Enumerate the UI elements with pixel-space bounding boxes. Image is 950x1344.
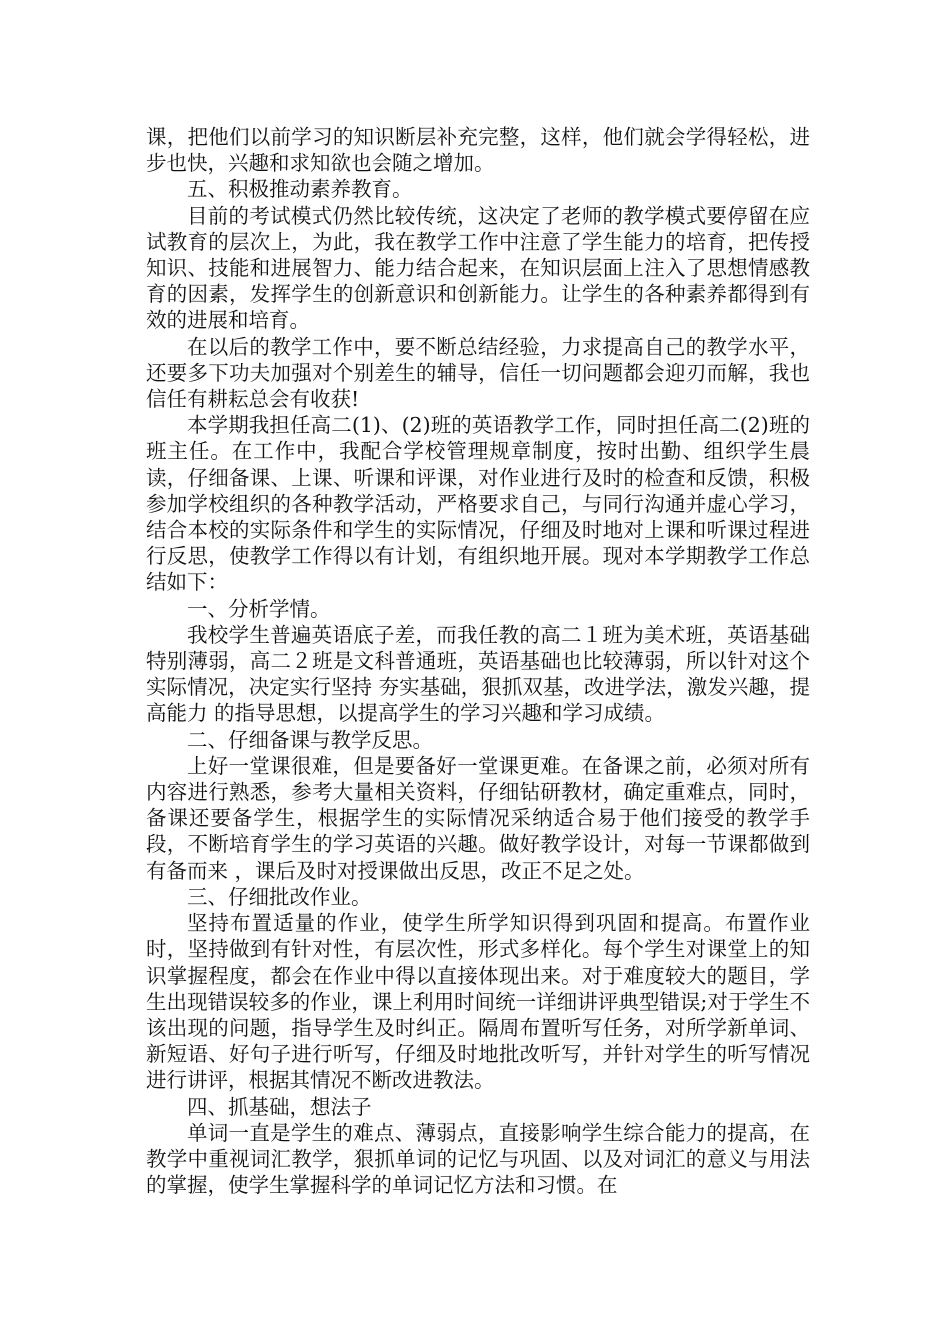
section-heading-five: 五、积极推动素养教育。 xyxy=(187,177,413,202)
paragraph: 坚持布置适量的作业，使学生所学知识得到巩固和提高。布置作业时，坚持做到有针对性，有层次性，形式多样化。每个学生对课堂上的知识掌握程度，都会在作业中得以直接体现出来。对于难度较大的题目，学生出现错误较多的作业，课上利用时间统一详细讲评典型错误;对于学生不该出现的问题，指导学生及时纠正。隔周布置听写任务，对所学新单词、新短语、好句子进行听写，仔细及时地批改听写，并针对学生的听写情况进行讲评，根据其情况不断改进教法。 xyxy=(146,911,810,1093)
section-heading-one: 一、分析学情。 xyxy=(187,596,331,621)
paragraph-continuation: 课，把他们以前学习的知识断层补充完整，这样，他们就会学得轻松，进步也快，兴趣和求知欲也会随之增加。 xyxy=(146,125,810,176)
paragraph: 目前的考试模式仍然比较传统，这决定了老师的教学模式要停留在应试教育的层次上，为此，我在教学工作中注意了学生能力的培育，把传授知识、技能和进展智力、能力结合起来，在知识层面上注入了思想情感教育的因素，发挥学生的创新意识和创新能力。让学生的各种素养都得到有效的进展和培育。 xyxy=(146,203,810,333)
section-heading-four: 四、抓基础，想法子 xyxy=(187,1094,372,1119)
paragraph: 单词一直是学生的难点、薄弱点，直接影响学生综合能力的提高，在教学中重视词汇教学，狠抓单词的记忆与巩固、以及对词汇的意义与用法的掌握，使学生掌握科学的单词记忆方法和习惯。在 xyxy=(146,1120,810,1198)
paragraph: 本学期我担任高二(1)、(2)班的英语教学工作，同时担任高二(2)班的班主任。在工作中，我配合学校管理规章制度，按时出勤、组织学生晨读，仔细备课、上课、听课和评课，对作业进行及时的检查和反馈，积极参加学校组织的各种教学活动，严格要求自己，与同行沟通并虚心学习，结合本校的实际条件和学生的实际情况，仔细及时地对上课和听课过程进行反思，使教学工作得以有计划，有组织地开展。现对本学期教学工作总结如下： xyxy=(146,413,810,595)
paragraph: 在以后的教学工作中，要不断总结经验，力求提高自己的教学水平，还要多下功夫加强对个别差生的辅导，信任一切问题都会迎刃而解，我也信任有耕耘总会有收获! xyxy=(146,334,810,412)
paragraph: 我校学生普遍英语底子差，而我任教的高二１班为美术班，英语基础特别薄弱，高二２班是文科普通班，英语基础也比较薄弱，所以针对这个实际情况，决定实行坚持 夯实基础，狠抓双基，改进学法，激发兴趣，提高能力 的指导思想，以提高学生的学习兴趣和学习成绩。 xyxy=(146,622,810,726)
paragraph: 上好一堂课很难，但是要备好一堂课更难。在备课之前，必须对所有内容进行熟悉，参考大量相关资料，仔细钻研教材，确定重难点，同时，备课还要备学生，根据学生的实际情况采纳适合易于他们接受的教学手段，不断培育学生的学习英语的兴趣。做好教学设计，对每一节课都做到 有备而来 ，课后及时对授课做出反思，改正不足之处。 xyxy=(146,753,810,883)
section-heading-three: 三、仔细批改作业。 xyxy=(187,884,372,909)
section-heading-two: 二、仔细备课与教学反思。 xyxy=(187,727,433,752)
document-body xyxy=(146,124,810,1198)
